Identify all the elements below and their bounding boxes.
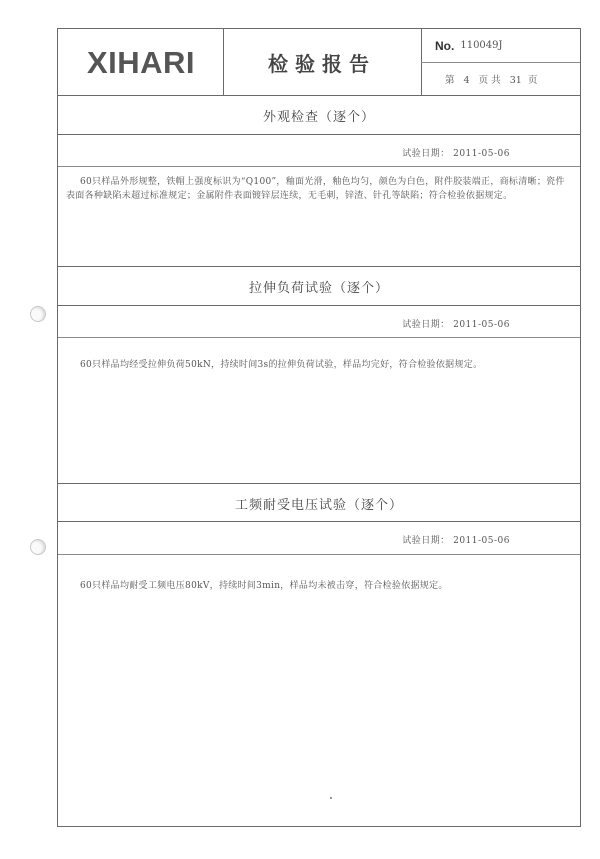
section-divider	[58, 521, 580, 522]
company-logo	[58, 29, 223, 95]
section-body-text: 60只样品均经受拉伸负荷50kN，持续时间3s的拉伸负荷试验，样品均完好，符合检验依据规定。	[80, 360, 483, 370]
test-date-value: 2011-05-06	[453, 320, 510, 330]
logo-text: XIHARI	[86, 45, 195, 79]
binder-hole	[30, 539, 46, 555]
test-date	[402, 533, 510, 546]
test-date-label: 试验日期：	[402, 320, 450, 330]
report-title: 检验报告	[268, 51, 376, 76]
page-indicator: 第 4 页 共 31 页	[445, 74, 538, 86]
section-divider	[58, 305, 580, 306]
section-divider	[58, 166, 580, 167]
scan-speck	[330, 797, 332, 799]
report-number	[421, 29, 580, 62]
section-title-tensile-load: 拉伸负荷试验（逐个）	[248, 281, 389, 296]
section-divider	[58, 337, 580, 338]
test-date	[402, 317, 510, 330]
section-title-power-frequency-voltage: 工频耐受电压试验（逐个）	[234, 498, 403, 513]
test-date-value: 2011-05-06	[453, 149, 510, 159]
section-divider	[58, 554, 580, 555]
report-frame	[57, 28, 581, 827]
test-date-value: 2011-05-06	[453, 536, 510, 546]
section-divider	[58, 266, 580, 267]
test-date-label: 试验日期：	[402, 536, 450, 546]
binder-hole	[30, 306, 46, 322]
section-divider	[58, 483, 580, 484]
section-divider	[58, 95, 580, 96]
section-title-appearance: 外观检查（逐个）	[262, 110, 375, 125]
section-body-text: 60只样品均耐受工频电压80kV，持续时间3min，样品均未被击穿，符合检验依据规定。	[80, 581, 448, 591]
section-divider	[58, 134, 580, 135]
report-number-value: 110049J	[460, 40, 503, 51]
test-date	[402, 146, 510, 159]
test-date-label: 试验日期：	[402, 149, 450, 159]
report-number-label: No.	[435, 38, 455, 53]
section-body-text: 60只样品外形规整，铁帽上强度标识为“Q100”，釉面光滑，釉色均匀，颜色为白色，附件胶装端正，商标清晰；瓷件表面各种缺陷未超过标准规定；金属附件表面镀锌层连续，无毛刺，锌渣、针孔等缺陷；符合检验依据规定。	[66, 177, 565, 201]
logo-wordmark	[74, 45, 208, 79]
